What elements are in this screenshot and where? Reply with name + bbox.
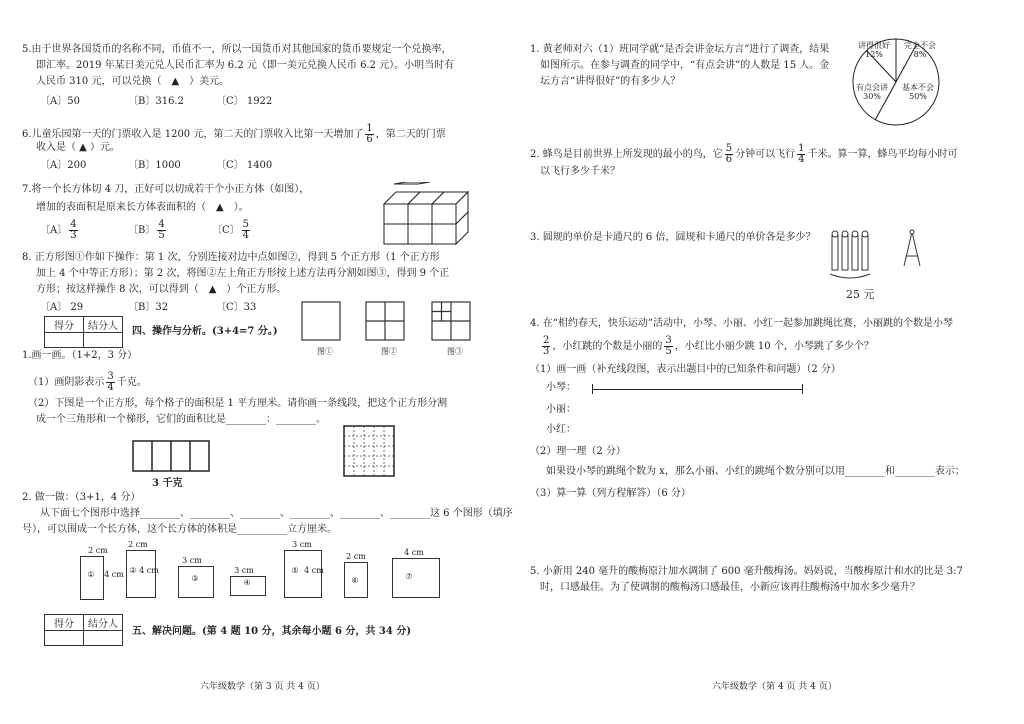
q6-option-c: 〔C〕 1400	[216, 160, 273, 171]
p2-f2-den: 4	[798, 154, 805, 165]
kg-bar-label: 3 千克	[152, 478, 183, 489]
shape7-num: ⑦	[405, 572, 413, 581]
p2-f2-num: 1	[798, 143, 805, 154]
shape1-side-label: 4 cm	[104, 570, 124, 579]
score-cell[interactable]	[45, 333, 84, 348]
pie-good-pct: 12%	[865, 49, 883, 59]
p1-line3: 坛方言“讲得很好”的有多少人？	[540, 76, 681, 87]
pie-good-text: 讲得很好	[858, 41, 890, 50]
grader-header: 结分人	[84, 317, 123, 333]
right-footer: 六年级数学（第 4 页 共 4 页）	[712, 682, 837, 692]
p5-line1: 5. 小新用 240 毫升的酸梅原汁加水调制了 600 毫升酸梅汤。妈妈说，当酸梅原汁和水的比是 3:7	[530, 566, 963, 577]
q7-option-a	[40, 220, 80, 241]
op2-line2: 号），可以围成一个长方体，这个长方体的体积是__________立方厘米。	[22, 524, 337, 535]
q5-line2: 即汇率。2019 年某日美元兑人民币汇率为 6.2 元（即一美元兑换人民币 6.2 元）。小明当时有	[36, 60, 455, 71]
shape2-top-label: 2 cm	[128, 540, 148, 549]
p4-step2: （2）理一理（2 分）	[530, 446, 626, 457]
q8-line3: 方形；按这样操作 8 次，可以得到（ ▲ ）个正方形。	[36, 284, 287, 295]
p2-f1-num: 5	[725, 143, 733, 154]
p4-step1: （1）画一画（补充线段图，表示出题目中的已知条件和问题）（2 分）	[530, 364, 841, 375]
op1-s1-a: （1）画阴影表示	[28, 377, 105, 388]
q5-option-a: 〔A〕50	[40, 96, 80, 107]
q6-frac-num: 1	[366, 123, 373, 134]
q8-fig3-label: 图③	[447, 347, 463, 356]
p2-line1	[530, 144, 957, 165]
pie-label-good	[858, 42, 890, 60]
shape5-num: ⑤	[291, 566, 299, 575]
grid-square-figure[interactable]	[342, 424, 398, 480]
q7-opt-b-frac	[157, 220, 165, 241]
rulers-compass-figure	[826, 226, 936, 290]
pie-none-pct: 8%	[913, 49, 927, 59]
q6-option-a: 〔A〕200	[40, 160, 87, 171]
p4-line2	[540, 336, 874, 357]
q6-fraction	[365, 124, 373, 145]
shape-7	[392, 558, 440, 598]
price-label: 25 元	[846, 288, 875, 301]
p2-frac1	[725, 144, 733, 165]
q6-line2: 收入是（ ▲ ）元。	[36, 142, 121, 153]
q8-line2: 加上 4 个中等正方形）；第 2 次，将图②左上角正方形按上述方法再分割如图③，得到 9 个正	[36, 268, 450, 279]
q7-line2: 增加的表面积是原来长方体表面积的（ ▲ ）。	[36, 202, 249, 213]
p4-frac1	[542, 336, 550, 357]
q7-opt-c-label: 〔C〕	[212, 225, 240, 236]
p4-step2-line: 如果设小琴的跳绳个数为 x，那么小丽、小红的跳绳个数分别可以用________和________表示；	[546, 466, 965, 477]
q8-fig2-label: 图②	[381, 347, 397, 356]
q5-line3: 人民币 310 元，可以兑换（ ▲ ）美元。	[36, 76, 230, 87]
op1-s2-line1: （2）下图是一个正方形，每个格子的面积是 1 平方厘米。请你画一条线段，把这个正方形分割	[28, 398, 448, 409]
q8-option-b: 〔B〕32	[128, 302, 169, 313]
q6-line1-a: 6.儿童乐园第一天的门票收入是 1200 元，第二天的门票收入比第一天增加了	[22, 129, 364, 140]
q8-option-c: 〔C〕33	[216, 302, 257, 313]
score-cell[interactable]	[45, 631, 84, 646]
op1-frac-den: 4	[107, 382, 114, 393]
q7-c-num: 5	[242, 219, 250, 230]
shape2-num: ②	[129, 566, 137, 575]
p4-name-qin: 小琴：	[546, 382, 576, 393]
q7-c-den: 4	[242, 230, 250, 241]
q8-line1: 8. 正方形图①作如下操作：第 1 次，分别连接对边中点如图②，得到 5 个正方形（1 个正方形	[22, 252, 440, 263]
p2-line1-b: 分钟可以飞行	[735, 149, 796, 160]
q6-frac-den: 6	[366, 134, 373, 145]
score-table-5	[44, 614, 123, 646]
p2-frac2	[797, 144, 805, 165]
kg-bar-figure[interactable]	[132, 440, 212, 474]
q7-b-den: 5	[158, 230, 165, 241]
shape4-top-label: 3 cm	[234, 566, 254, 575]
shape2-side-label: 4 cm	[139, 566, 159, 575]
op2-title: 2. 做一做：（3+1，4 分）	[22, 492, 141, 503]
q5-line1: 5.由于世界各国货币的名称不同，币值不一，所以一国货币对其他国家的货币要规定一个兑换率，	[22, 44, 452, 55]
op1-s2-line2: 成一个三角形和一个梯形，它们的面积比是________：________。	[36, 414, 326, 425]
q7-line1: 7.将一个长方体切 4 刀，正好可以切成若干个小正方体（如图），	[22, 184, 310, 195]
score-header: 得分	[45, 317, 84, 333]
op2-line1: 从下面七个图形中选择________、________、________、________、________、________这 6 个图形（填序	[40, 508, 513, 519]
p4-line2-a: ，小红跳的个数是小丽的	[552, 341, 663, 352]
section-5-title: 五、解决问题。(第 4 题 10 分，其余每小题 6 分，共 34 分)	[132, 626, 412, 637]
p4-f1-num: 2	[543, 335, 550, 346]
q8-fig1-label: 图①	[317, 347, 333, 356]
shape7-top-label: 4 cm	[404, 548, 424, 557]
q7-option-c	[212, 220, 252, 241]
op1-s1-b: 千克。	[116, 377, 147, 388]
pie-some-pct: 30%	[863, 91, 881, 101]
p2-line1-c: 千米。算一算，蜂鸟平均每小时可	[807, 149, 958, 160]
qin-segment-end	[802, 384, 803, 394]
p4-line2-b: ，小红比小丽少跳 10 个，小琴跳了多少个？	[674, 341, 874, 352]
p4-name-hong: 小红：	[546, 424, 576, 435]
q8-option-a: 〔A〕 29	[40, 302, 84, 313]
qin-segment-start	[592, 384, 593, 394]
shape1-top-label: 2 cm	[88, 546, 108, 555]
p1-line1: 1. 黄老师对六（1）班同学就“是否会讲金坛方言”进行了调查，结果	[530, 44, 830, 55]
q5-option-b: 〔B〕316.2	[128, 96, 184, 107]
pie-none-text: 完全不会	[904, 41, 936, 50]
p4-name-li: 小丽：	[546, 404, 576, 415]
q7-opt-a-frac	[69, 220, 77, 241]
p5-line2: 时，口感最佳。为了使调制的酸梅汤口感最佳，小新应该再往酸梅汤中加水多少毫升？	[540, 582, 920, 593]
p2-f1-den: 6	[725, 154, 733, 165]
p4-step3: （3）算一算（列方程解答）（6 分）	[530, 488, 691, 499]
q7-option-b	[128, 220, 168, 241]
shape6-top-label: 2 cm	[346, 552, 366, 561]
pie-some-text: 有点会讲	[856, 83, 888, 92]
shape1-num: ①	[87, 570, 95, 579]
q6-line1-b: ，第二天的门票	[375, 129, 446, 140]
shape3-num: ③	[191, 574, 199, 583]
pie-basic-text: 基本不会	[902, 83, 934, 92]
q6-option-b: 〔B〕1000	[128, 160, 181, 171]
op1-s1	[28, 372, 147, 393]
q7-b-num: 4	[158, 219, 165, 230]
grader-cell[interactable]	[84, 333, 123, 348]
pie-label-some	[856, 84, 888, 102]
q5-option-c: 〔C〕 1922	[216, 96, 273, 107]
shape3-top-label: 3 cm	[182, 556, 202, 565]
q7-a-num: 4	[70, 219, 77, 230]
p2-line2: 以飞行多少千米？	[540, 166, 620, 177]
shape4-num: ④	[243, 578, 251, 587]
p4-line1: 4. 在“相约春天，快乐运动”活动中，小琴、小丽、小红一起参加跳绳比赛，小丽跳的个数是小琴	[530, 318, 953, 329]
p4-f2-den: 5	[665, 346, 672, 357]
op1-title: 1.画一画。（1+2，3 分）	[22, 350, 138, 361]
pie-basic-pct: 50%	[909, 91, 927, 101]
pie-label-basic	[902, 84, 934, 102]
p4-frac2	[664, 336, 672, 357]
grader-cell[interactable]	[84, 631, 123, 646]
score-header: 得分	[45, 615, 84, 631]
left-footer: 六年级数学（第 3 页 共 4 页）	[200, 682, 325, 692]
grader-header: 结分人	[84, 615, 123, 631]
p3-line1: 3. 圆规的单价是卡通尺的 6 倍，圆规和卡通尺的单价各是多少？	[530, 232, 816, 243]
pie-label-none	[904, 42, 936, 60]
shape6-num: ⑥	[351, 576, 359, 585]
shape5-top-label: 3 cm	[292, 540, 312, 549]
p2-line1-a: 2. 蜂鸟是目前世界上所发现的最小的鸟，它	[530, 149, 723, 160]
cube-stack-figure	[380, 182, 476, 250]
p4-f2-num: 3	[665, 335, 672, 346]
op1-s1-frac	[106, 372, 114, 393]
op1-frac-num: 3	[107, 371, 114, 382]
q7-opt-b-label: 〔B〕	[128, 225, 156, 236]
qin-segment[interactable]	[592, 389, 802, 390]
q7-opt-c-frac	[242, 220, 250, 241]
score-table-4	[44, 316, 123, 348]
p4-f1-den: 3	[543, 346, 550, 357]
shape5-side-label: 4 cm	[304, 566, 324, 575]
q7-opt-a-label: 〔A〕	[40, 225, 68, 236]
p1-line2: 如图所示。在参与调查的同学中，“有点会讲”的人数是 15 人。金	[540, 60, 830, 71]
section-4-title: 四、操作与分析。(3+4=7 分。)	[132, 326, 278, 337]
q7-a-den: 3	[70, 230, 77, 241]
